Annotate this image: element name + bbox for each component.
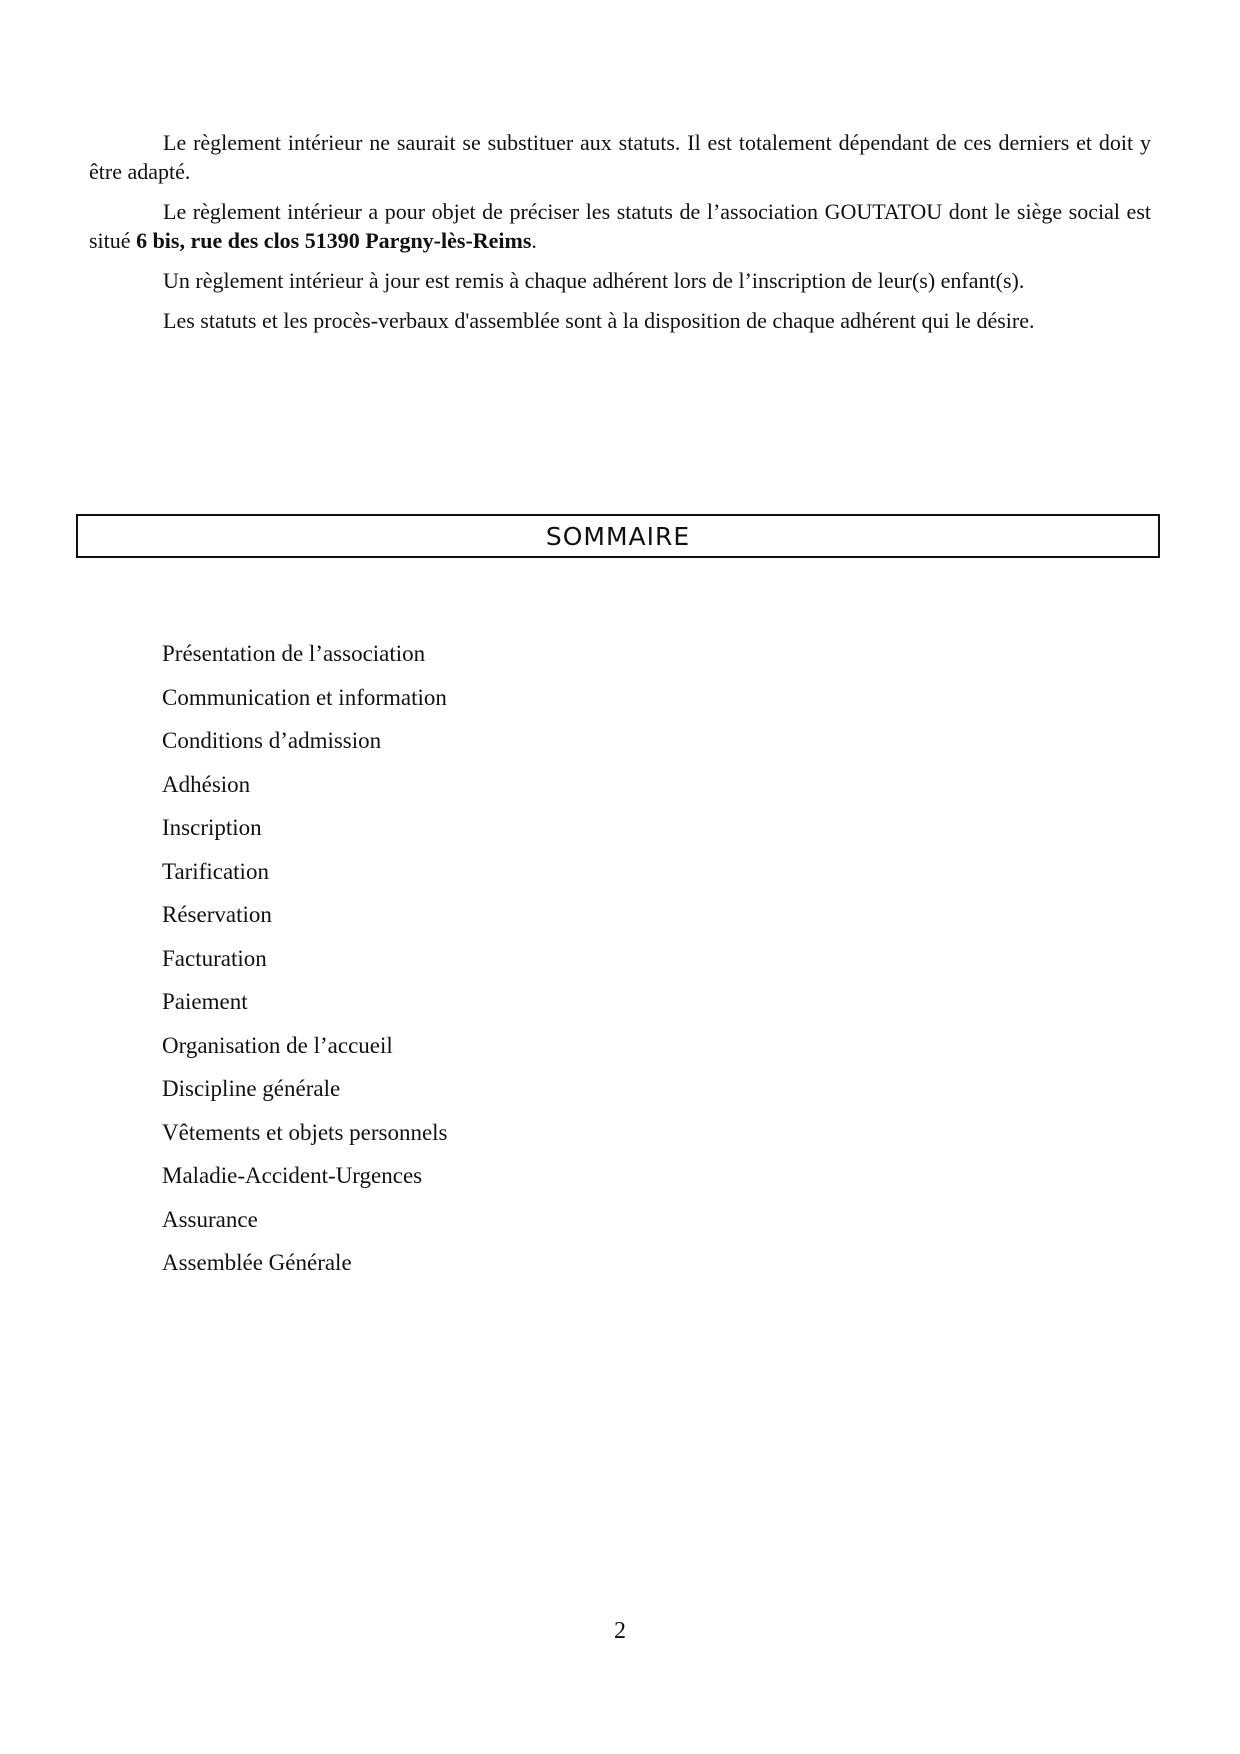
summary-title: SOMMAIRE — [545, 521, 691, 551]
page-number: 2 — [614, 1618, 626, 1644]
summary-item: Conditions d’admission — [162, 728, 382, 753]
siege-address: 6 bis, rue des clos 51390 Pargny-lès-Reims — [136, 228, 532, 253]
intro-paragraph-statuts: Le règlement intérieur ne saurait se substituer aux statuts. Il est totalement dépendant de ces derniers et doit y être adapté. — [89, 130, 1151, 184]
summary-item: Présentation de l’association — [162, 641, 426, 666]
summary-item: Paiement — [162, 989, 248, 1014]
summary-item: Facturation — [162, 945, 267, 971]
summary-item: Communication et information — [162, 684, 447, 710]
intro-paragraph-disposition: Les statuts et les procès-verbaux d'assemblée sont à la disposition de chaque adhérent qui le désire. — [163, 308, 1035, 333]
summary-item: Réservation — [162, 902, 272, 927]
summary-item: Tarification — [162, 858, 269, 884]
summary-list — [162, 636, 448, 1289]
summary-item: Adhésion — [162, 771, 251, 797]
intro-paragraph-remise: Un règlement intérieur à jour est remis à chaque adhérent lors de l’inscription de leur(s) enfant(s). — [163, 268, 1025, 293]
summary-header-box — [76, 514, 1160, 558]
summary-item: Inscription — [162, 815, 262, 840]
intro-section — [89, 128, 1151, 335]
intro-paragraph-objet — [89, 197, 1151, 255]
intro-objet-text: Le règlement intérieur a pour objet de préciser les statuts de l’association GOUTATOU dont le siège social est situé — [89, 199, 1151, 253]
summary-item: Assurance — [162, 1206, 258, 1232]
summary-item: Assemblée Générale — [162, 1250, 352, 1275]
summary-item: Maladie-Accident-Urgences — [162, 1163, 423, 1188]
summary-item: Vêtements et objets personnels — [162, 1119, 448, 1145]
summary-item: Organisation de l’accueil — [162, 1032, 393, 1058]
summary-item: Discipline générale — [162, 1076, 341, 1101]
intro-objet-suffix: . — [531, 228, 537, 253]
